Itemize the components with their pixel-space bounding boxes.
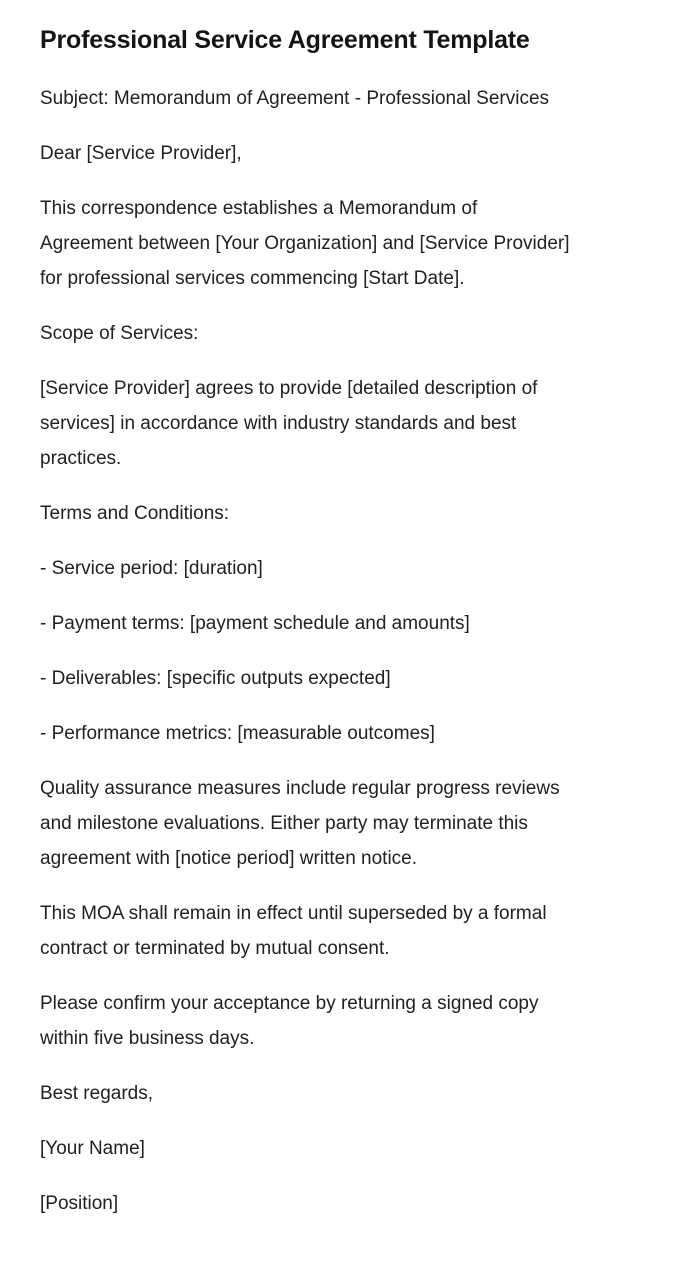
text-line: Please confirm your acceptance by returning a signed copy	[40, 993, 539, 1014]
text-line: contract or terminated by mutual consent.	[40, 938, 390, 959]
moa-effect-paragraph	[40, 896, 660, 966]
text-line: Terms and Conditions:	[40, 503, 230, 524]
text-line: Agreement between [Your Organization] and [Service Provider]	[40, 233, 570, 254]
term-item-deliverables	[40, 661, 660, 696]
term-item-payment-terms	[40, 606, 660, 641]
term-item-service-period	[40, 551, 660, 586]
text-line: This MOA shall remain in effect until superseded by a formal	[40, 903, 547, 924]
text-line: services] in accordance with industry standards and best	[40, 413, 517, 434]
text-line: [Your Name]	[40, 1138, 145, 1159]
scope-paragraph	[40, 371, 660, 476]
text-line: for professional services commencing [Start Date].	[40, 268, 465, 289]
text-line: - Service period: [duration]	[40, 558, 263, 579]
page-title: Professional Service Agreement Template	[40, 26, 530, 54]
text-line: - Payment terms: [payment schedule and amounts]	[40, 613, 470, 634]
quality-assurance-paragraph	[40, 771, 660, 876]
text-line: [Position]	[40, 1193, 119, 1214]
scope-heading	[40, 316, 660, 351]
terms-heading	[40, 496, 660, 531]
signoff	[40, 1076, 660, 1111]
salutation	[40, 136, 660, 171]
text-line: Scope of Services:	[40, 323, 199, 344]
signature-name	[40, 1131, 660, 1166]
text-line: within five business days.	[40, 1028, 255, 1049]
text-line: Quality assurance measures include regular progress reviews	[40, 778, 560, 799]
term-item-performance-metrics	[40, 716, 660, 751]
acceptance-paragraph	[40, 986, 660, 1056]
text-line: [Service Provider] agrees to provide [detailed description of	[40, 378, 538, 399]
text-line: - Performance metrics: [measurable outcomes]	[40, 723, 435, 744]
text-line: Subject: Memorandum of Agreement - Professional Services	[40, 88, 550, 109]
text-line: agreement with [notice period] written notice.	[40, 848, 418, 869]
signature-position	[40, 1186, 660, 1221]
subject-line	[40, 81, 660, 116]
text-line: Best regards,	[40, 1083, 153, 1104]
intro-paragraph	[40, 191, 660, 296]
text-line: - Deliverables: [specific outputs expected]	[40, 668, 391, 689]
text-line: and milestone evaluations. Either party may terminate this	[40, 813, 528, 834]
text-line: practices.	[40, 448, 122, 469]
text-line: This correspondence establishes a Memorandum of	[40, 198, 478, 219]
text-line: Dear [Service Provider],	[40, 143, 242, 164]
